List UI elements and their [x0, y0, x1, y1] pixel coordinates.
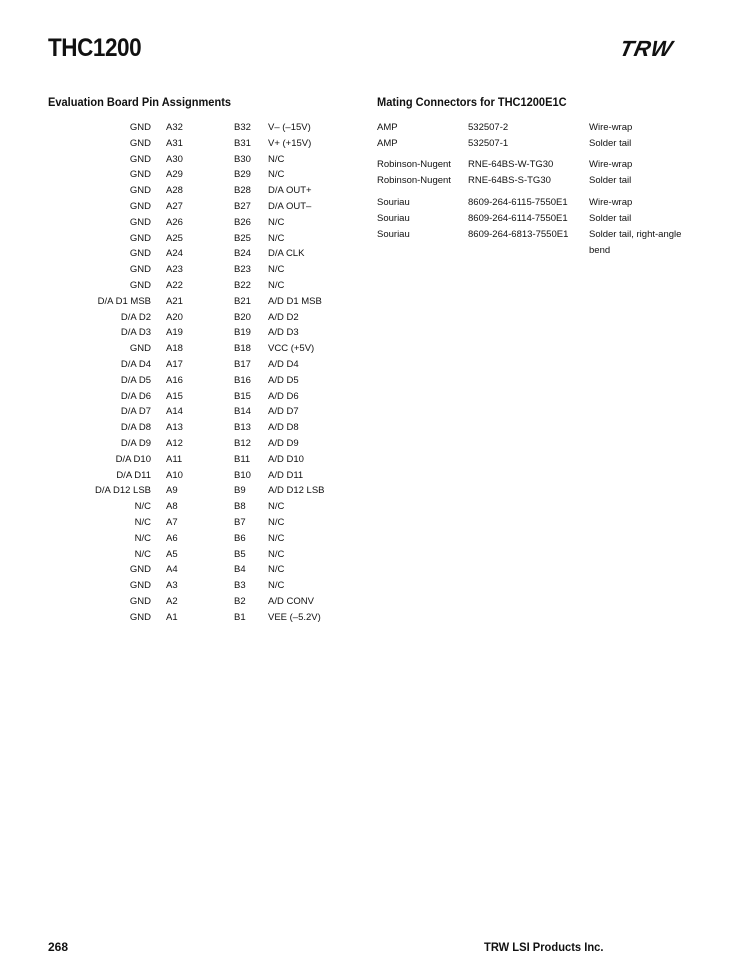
pin-signal-b: N/C — [268, 564, 285, 576]
connector-manufacturer: Robinson-Nugent — [377, 159, 451, 170]
connector-description: Solder tail — [589, 213, 632, 224]
connector-description: Wire-wrap — [589, 122, 633, 133]
mating-connectors-heading: Mating Connectors for THC1200E1C — [377, 95, 567, 109]
pin-a: A31 — [166, 137, 183, 149]
pin-signal-a: D/A D3 — [120, 327, 151, 339]
pin-signal-a: GND — [129, 343, 151, 355]
pin-signal-a: GND — [129, 122, 151, 133]
pin-a: A18 — [166, 343, 183, 355]
pin-signal-b: N/C — [268, 517, 285, 528]
pin-b: B18 — [234, 343, 251, 355]
pin-assignments-heading: Evaluation Board Pin Assignments — [48, 95, 232, 109]
pin-b: B12 — [234, 438, 251, 449]
pin-signal-b: N/C — [268, 169, 285, 181]
pin-signal-a: N/C — [134, 532, 151, 544]
pin-signal-a: GND — [129, 169, 151, 181]
pin-a: A3 — [166, 580, 178, 592]
pin-a: A21 — [166, 295, 183, 307]
pin-signal-b: A/D D12 LSB — [268, 485, 325, 497]
pin-a: A26 — [166, 216, 183, 228]
pin-signal-b: A/D D5 — [268, 374, 299, 386]
pin-a: A23 — [166, 264, 183, 276]
pin-b: B9 — [234, 485, 246, 497]
pin-a: A15 — [166, 390, 183, 402]
pin-b: B20 — [234, 311, 251, 323]
connector-row — [377, 213, 717, 229]
pin-row — [0, 375, 360, 391]
connector-description: Solder tail, right-angle — [589, 229, 682, 240]
pin-a: A29 — [166, 169, 183, 181]
pin-row — [0, 549, 360, 565]
pin-signal-b: N/C — [268, 216, 285, 228]
pin-a: A19 — [166, 327, 183, 339]
pin-signal-a: GND — [129, 611, 151, 623]
pin-a: A8 — [166, 501, 178, 513]
pin-row — [0, 501, 360, 517]
pin-b: B29 — [234, 169, 251, 181]
pin-a: A10 — [166, 469, 183, 481]
pin-signal-b: A/D D10 — [268, 453, 304, 465]
pin-a: A22 — [166, 280, 183, 291]
pin-b: B5 — [234, 548, 246, 560]
pin-signal-b: VEE (–5.2V) — [268, 611, 321, 623]
pin-signal-b: N/C — [268, 532, 285, 544]
pin-signal-b: A/D D9 — [268, 438, 299, 449]
pin-row — [0, 485, 360, 501]
pin-signal-a: N/C — [134, 548, 151, 560]
pin-b: B23 — [234, 264, 251, 276]
pin-signal-a: D/A D9 — [120, 438, 151, 449]
pin-row — [0, 406, 360, 422]
pin-signal-a: GND — [129, 216, 151, 228]
connector-part-number: RNE-64BS-W-TG30 — [468, 159, 554, 170]
connector-part-number: 8609-264-6115-7550E1 — [468, 197, 568, 208]
pin-signal-b: VCC (+5V) — [268, 343, 315, 355]
pin-signal-b: A/D D11 — [268, 469, 304, 481]
pin-row — [0, 248, 360, 264]
pin-a: A6 — [166, 532, 178, 544]
connector-part-number: 8609-264-6813-7550E1 — [468, 229, 569, 240]
pin-signal-a: D/A D11 — [116, 469, 151, 481]
pin-b: B32 — [234, 122, 251, 133]
connector-part-number: RNE-64BS-S-TG30 — [468, 175, 551, 186]
pin-signal-a: D/A D1 MSB — [97, 295, 151, 307]
pin-signal-b: N/C — [268, 232, 285, 244]
pin-b: B19 — [234, 327, 251, 339]
pin-signal-b: D/A OUT– — [268, 201, 312, 212]
pin-signal-b: V– (–15V) — [268, 122, 311, 133]
pin-a: A25 — [166, 232, 183, 244]
pin-b: B13 — [234, 422, 251, 434]
pin-row — [0, 138, 360, 154]
pin-a: A28 — [166, 185, 183, 197]
pin-signal-a: D/A D12 LSB — [95, 485, 151, 497]
pin-row — [0, 280, 360, 296]
pin-a: A4 — [166, 564, 178, 576]
pin-a: A16 — [166, 374, 183, 386]
pin-b: B16 — [234, 374, 251, 386]
pin-a: A7 — [166, 517, 178, 528]
pin-b: B8 — [234, 501, 246, 513]
pin-signal-b: A/D D6 — [268, 390, 299, 402]
pin-row — [0, 327, 360, 343]
pin-signal-a: D/A D8 — [120, 422, 151, 434]
pin-signal-b: A/D CONV — [268, 596, 314, 607]
pin-b: B17 — [234, 359, 251, 370]
pin-a: A20 — [166, 311, 183, 323]
connector-part-number: 532507-1 — [468, 138, 509, 149]
pin-row — [0, 154, 360, 170]
pin-b: B31 — [234, 137, 251, 149]
pin-signal-a: D/A D5 — [120, 374, 151, 386]
connector-row — [377, 229, 717, 245]
pin-signal-b: A/D D1 MSB — [268, 295, 322, 307]
pin-b: B27 — [234, 201, 251, 212]
pin-row — [0, 122, 360, 138]
connector-manufacturer: Souriau — [377, 197, 410, 208]
connector-row — [377, 159, 717, 175]
connector-manufacturer: Souriau — [377, 213, 410, 224]
pin-row — [0, 564, 360, 580]
pin-b: B28 — [234, 185, 251, 197]
pin-signal-a: N/C — [134, 501, 151, 513]
pin-row — [0, 517, 360, 533]
pin-signal-a: GND — [129, 248, 151, 260]
pin-signal-a: GND — [129, 137, 151, 149]
pin-a: A14 — [166, 406, 183, 418]
pin-signal-b: N/C — [268, 280, 285, 291]
pin-signal-a: GND — [129, 232, 151, 244]
pin-row — [0, 422, 360, 438]
pin-signal-a: GND — [129, 201, 151, 212]
pin-row — [0, 438, 360, 454]
page-title: THC1200 — [48, 34, 142, 62]
connector-row — [377, 122, 717, 138]
pin-a: A5 — [166, 548, 178, 560]
pin-row — [0, 470, 360, 486]
pin-row — [0, 454, 360, 470]
pin-row — [0, 264, 360, 280]
pin-row — [0, 296, 360, 312]
pin-b: B26 — [234, 216, 251, 228]
pin-a: A27 — [166, 201, 183, 212]
pin-a: A13 — [166, 422, 183, 434]
connector-part-number: 532507-2 — [468, 122, 509, 133]
pin-signal-b: D/A CLK — [268, 248, 305, 260]
pin-row — [0, 169, 360, 185]
connector-description: Solder tail — [589, 175, 632, 186]
pin-a: A17 — [166, 359, 183, 370]
connector-row — [377, 197, 717, 213]
pin-row — [0, 533, 360, 549]
pin-row — [0, 312, 360, 328]
pin-signal-a: GND — [129, 596, 151, 607]
company-name: TRW LSI Products Inc. — [484, 940, 604, 954]
pin-signal-a: D/A D7 — [120, 406, 151, 418]
pin-signal-a: N/C — [134, 517, 151, 528]
pin-row — [0, 580, 360, 596]
pin-signal-a: D/A D2 — [120, 311, 151, 323]
connector-manufacturer: Souriau — [377, 229, 410, 240]
pin-b: B7 — [234, 517, 246, 528]
pin-signal-a: GND — [129, 264, 151, 276]
pin-signal-b: N/C — [268, 501, 285, 513]
pin-a: A11 — [166, 453, 183, 465]
pin-b: B14 — [234, 406, 251, 418]
connector-description: Wire-wrap — [589, 159, 633, 170]
pin-b: B22 — [234, 280, 251, 291]
pin-signal-b: A/D D4 — [268, 359, 299, 370]
pin-a: A9 — [166, 485, 178, 497]
connector-row — [377, 245, 717, 261]
pin-signal-b: N/C — [268, 548, 285, 560]
pin-signal-b: A/D D7 — [268, 406, 299, 418]
pin-row — [0, 201, 360, 217]
pin-signal-a: D/A D10 — [115, 453, 151, 465]
pin-b: B2 — [234, 596, 246, 607]
pin-row — [0, 596, 360, 612]
logo-text: TRW — [617, 36, 676, 61]
pin-b: B6 — [234, 532, 246, 544]
page-number: 268 — [48, 940, 69, 954]
pin-row — [0, 391, 360, 407]
pin-a: A2 — [166, 596, 178, 607]
pin-b: B15 — [234, 390, 251, 402]
pin-a: A32 — [166, 122, 183, 133]
pin-b: B4 — [234, 564, 246, 576]
pin-a: A30 — [166, 153, 183, 165]
pin-signal-a: D/A D4 — [120, 359, 151, 370]
connector-part-number: 8609-264-6114-7550E1 — [468, 213, 568, 224]
pin-signal-b: N/C — [268, 153, 285, 165]
pin-signal-b: A/D D8 — [268, 422, 299, 434]
trw-logo — [617, 36, 676, 62]
pin-row — [0, 217, 360, 233]
connector-row — [377, 175, 717, 191]
pin-a: A1 — [166, 611, 178, 623]
pin-signal-b: A/D D3 — [268, 327, 299, 339]
pin-a: A24 — [166, 248, 183, 260]
pin-signal-a: GND — [129, 564, 151, 576]
pin-row — [0, 185, 360, 201]
pin-signal-b: D/A OUT+ — [268, 185, 312, 197]
pin-row — [0, 359, 360, 375]
pin-b: B11 — [234, 453, 251, 465]
pin-signal-b: V+ (+15V) — [268, 137, 312, 149]
pin-signal-a: GND — [129, 153, 151, 165]
connector-manufacturer: Robinson-Nugent — [377, 175, 451, 186]
connector-manufacturer: AMP — [377, 122, 398, 133]
pin-signal-b: A/D D2 — [268, 311, 299, 323]
pin-signal-b: N/C — [268, 580, 285, 592]
pin-row — [0, 612, 360, 628]
pin-a: A12 — [166, 438, 183, 449]
connector-row — [377, 138, 717, 154]
pin-b: B21 — [234, 295, 251, 307]
pin-b: B24 — [234, 248, 251, 260]
pin-b: B25 — [234, 232, 251, 244]
pin-row — [0, 233, 360, 249]
pin-b: B10 — [234, 469, 251, 481]
connector-description: Wire-wrap — [589, 197, 633, 208]
connector-manufacturer: AMP — [377, 138, 398, 149]
connector-description: bend — [589, 245, 611, 256]
pin-b: B3 — [234, 580, 246, 592]
pin-signal-a: GND — [129, 280, 151, 291]
pin-signal-a: GND — [129, 185, 151, 197]
pin-b: B1 — [234, 611, 246, 623]
pin-signal-b: N/C — [268, 264, 285, 276]
pin-row — [0, 343, 360, 359]
pin-b: B30 — [234, 153, 251, 165]
connector-description: Solder tail — [589, 138, 632, 149]
pin-signal-a: GND — [129, 580, 151, 592]
pin-signal-a: D/A D6 — [120, 390, 151, 402]
